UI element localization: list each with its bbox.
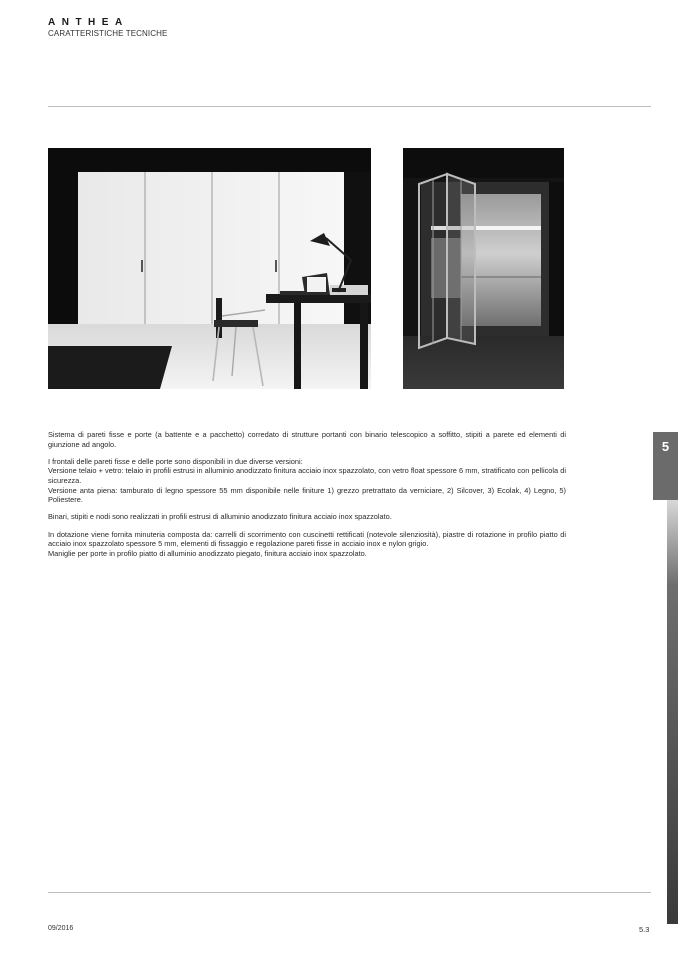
section-number: 5 (661, 439, 670, 454)
text-line: Versione anta piena: tamburato di legno spessore 55 mm disponibile nelle finiture 1) grezzo pretrattato da verniciare, 2) Silcover, 3) Ecolak, 4) Legno, 5) Poliestere. (48, 485, 566, 505)
paragraph-hardware (48, 530, 566, 559)
photo-glass-folding-door (403, 148, 564, 389)
page-subtitle: CARATTERISTICHE TECNICHE (48, 29, 168, 38)
paragraph-rails (48, 512, 566, 522)
text-line: Maniglie per porte in profilo piatto di alluminio anodizzato piegato, finitura acciaio inox spazzolato. (48, 548, 367, 558)
paragraph-versions (48, 457, 566, 505)
side-gradient-bar (667, 500, 678, 924)
brand-logo: ANTHEA (48, 17, 129, 28)
paragraph-system (48, 430, 566, 449)
technical-description (48, 430, 566, 566)
text-line: Sistema di pareti fisse e porte (a battente e a pacchetto) corredato di strutture portanti con binario telescopico a soffitto, stipiti a parete ed elementi di giunzione ad angolo. (48, 430, 566, 449)
header-divider (48, 106, 651, 107)
photo-office-wall-system (48, 148, 371, 389)
text-line: Versione telaio + vetro: telaio in profili estrusi in alluminio anodizzato finitura acciaio inox spazzolato, con vetro float spessore 6 mm, stratificato con pellicola di sicurezza. (48, 466, 566, 485)
text-line: I frontali delle pareti fisse e delle porte sono disponibili in due diverse versioni: (48, 456, 303, 466)
footer-date: 09/2016 (48, 925, 74, 932)
text-line: In dotazione viene fornita minuteria composta da: carrelli di scorrimento con cuscinetti rettificati (notevole silenziosità), piastre di rotazione in profilo piatto di acciaio inox spazzolato spessore 5 mm, elementi di fissaggio e regolazione pareti fisse in acciaio inox e nylon grigio. (48, 529, 566, 549)
section-tab (653, 432, 678, 500)
page-number: 5.3 (639, 925, 650, 934)
footer-divider (48, 892, 651, 893)
text-line: Binari, stipiti e nodi sono realizzati in profili estrusi di alluminio anodizzato finitura acciaio inox spazzolato. (48, 512, 392, 522)
